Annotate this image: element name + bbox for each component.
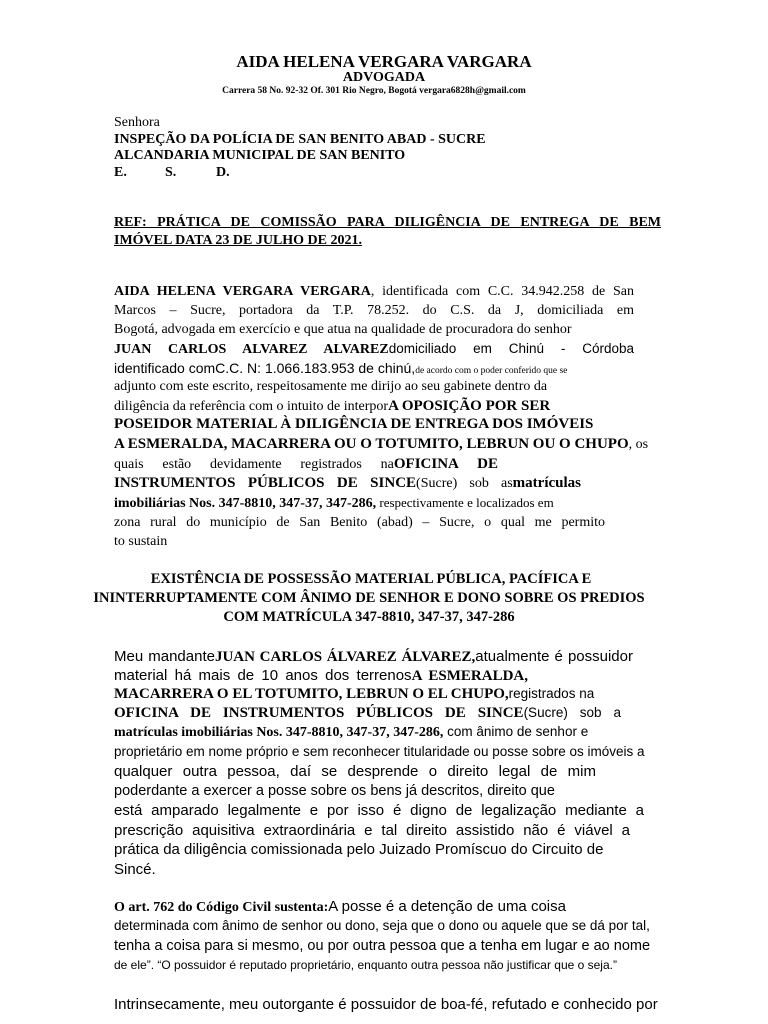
p2-properties: MACARRERA O EL TOTUMITO, LEBRUN O EL CHUPO, (114, 686, 509, 702)
p2-line-1 (114, 648, 633, 666)
p1-name: AIDA HELENA VERGARA VERGARA (114, 284, 371, 299)
p2-line-7: qualquer outra pessoa, daí se desprende o direito legal de mim (114, 763, 596, 780)
p2-line-4 (114, 705, 621, 722)
p1-office: OFICINA DE (393, 456, 499, 472)
p2-office: OFICINA DE INSTRUMENTOS PÚBLICOS DE SINCE (114, 705, 524, 721)
p1-line-9 (114, 436, 648, 453)
p3-line-1 (114, 898, 566, 916)
p3-line-4: de ele”. “O possuidor é reputado proprietário, enquanto outra pessoa não justificar que o seja.” (114, 958, 617, 972)
recipient-salutation: Senhora (114, 115, 160, 130)
recipient-esd (114, 165, 230, 181)
p4-line-1: Intrinsecamente, meu outorgante é possuidor de boa-fé, refutado e conhecido por (114, 996, 658, 1013)
p1-line-9-text: , os (628, 437, 649, 452)
p2-matriculas: matrículas imobiliárias Nos. 347-8810, 347-37, 347-286, (114, 725, 444, 740)
p1-line-1-text: , identificada com C.C. 34.942.258 de San (370, 284, 634, 299)
recipient-line-2: ALCANDARIA MUNICIPAL DE SAN BENITO (114, 148, 406, 163)
p1-client-name: JUAN CARLOS ALVAREZ ALVAREZ (114, 342, 389, 357)
p2-line-3 (114, 686, 594, 703)
section-title-line-3: COM MATRÍCULA 347-8810, 347-37, 347-286 (223, 609, 515, 625)
p1-line-1 (114, 284, 634, 300)
p2-line-5 (114, 724, 588, 741)
p1-line-12-text: respectivamente e localizados em (376, 495, 554, 510)
p2-line-9: está amparado legalmente e por isso é digno de legalização mediante a (114, 802, 644, 819)
p1-power-text: de acordo com o poder conferido que se (415, 366, 568, 376)
ref-line-2-text: IMÓVEL DATA 23 DE JULHO DE 2021. (114, 233, 363, 248)
ref-line-2 (114, 233, 418, 249)
p2-line-2 (114, 667, 528, 685)
p2-esmeralda: A ESMERALDA, (411, 668, 528, 684)
esd-s: S. (165, 165, 177, 180)
p2-line-4-b: (Sucre) sob a (523, 705, 621, 720)
p1-office-2: INSTRUMENTOS PÚBLICOS DE SINCE (114, 475, 417, 491)
p1-properties: A ESMERALDA, MACARRERA OU O TOTUMITO, LEBRUN OU O CHUPO (114, 436, 629, 452)
p1-id-text: identificado comC.C. N: 1.066.183.953 de chinú, (114, 360, 416, 376)
p3-line-3: tenha a coisa para si mesmo, ou por outra pessoa que a tenha em lugar e ao nome (114, 938, 651, 954)
p1-line-4 (114, 341, 634, 358)
p1-line-11 (114, 475, 581, 492)
p1-line-7-text: diligência da referência com o intuito de interpor (114, 399, 389, 414)
p2-line-1-c: atualmente é possuidor (475, 648, 633, 665)
p2-line-2-a: material há mais de 10 anos dos terrenos (114, 667, 412, 684)
p1-line-11-text: (Sucre) sob as (416, 476, 513, 491)
p3-article: O art. 762 do Código Civil sustenta: (114, 900, 329, 915)
p1-line-2: Marcos – Sucre, portadora da T.P. 78.252. do C.S. da J, domiciliada em (114, 303, 634, 318)
p2-line-5-b: com ânimo de senhor e (443, 724, 589, 739)
p3-line-2: determinada com ânimo de senhor ou dono, seja que o dono ou aquele que se dá por tal, (114, 918, 650, 933)
esd-d: D. (216, 165, 230, 180)
p1-line-7 (114, 398, 550, 415)
p2-line-3-b: registrados na (508, 686, 595, 701)
p1-line-10-text: quais estão devidamente registrados na (114, 457, 394, 472)
section-title-line-1: EXISTÊNCIA DE POSSESSÃO MATERIAL PÚBLICA, PACÍFICA E (150, 571, 592, 587)
p1-line-10 (114, 456, 498, 473)
p1-opposition: A OPOSIÇÃO POR SER (388, 398, 551, 414)
p1-line-12 (114, 495, 554, 512)
letterhead-profession: ADVOGADA (342, 70, 426, 85)
p2-line-12: Sincé. (114, 861, 156, 878)
p1-line-6: adjunto com este escrito, respeitosamente me dirijo ao seu gabinete dentro da (114, 379, 548, 394)
p1-line-4-text: domiciliado em Chinú - Córdoba (388, 341, 634, 356)
p2-line-11: prática da diligência comissionada pelo Juizado Promíscuo do Circuito de (114, 841, 604, 858)
p1-numbers: imobiliárias Nos. 347-8810, 347-37, 347-286, (114, 496, 377, 511)
p2-line-10: prescrição aquisitiva extraordinária e tal direito assistido não é viável a (114, 822, 630, 839)
recipient-line-1: INSPEÇÃO DA POLÍCIA DE SAN BENITO ABAD - SUCRE (114, 132, 486, 147)
letterhead-address: Carrera 58 No. 92-32 Of. 301 Rio Negro, Bogotá vergara6828h@gmail.com (222, 86, 526, 96)
p1-matriculas: matrículas (512, 475, 581, 491)
p1-line-8: POSEIDOR MATERIAL À DILIGÊNCIA DE ENTREGA DOS IMÓVEIS (114, 416, 594, 432)
ref-line-1: REF: PRÁTICA DE COMISSÃO PARA DILIGÊNCIA DE ENTREGA DE BEM (114, 215, 661, 230)
p1-line-14: to sustain (114, 534, 168, 549)
letterhead-name: AIDA HELENA VERGARA VARGARA (236, 52, 532, 71)
p1-line-13: zona rural do município de San Benito (abad) – Sucre, o qual me permito (114, 515, 605, 530)
esd-e: E. (114, 165, 127, 180)
p2-line-1-a: Meu mandante (114, 648, 215, 665)
p1-line-5 (114, 360, 567, 376)
p1-line-3: Bogotá, advogada em exercício e que atua na qualidade de procuradora do senhor (114, 322, 572, 337)
p2-client-name: JUAN CARLOS ÁLVAREZ ÁLVAREZ, (214, 649, 476, 665)
p2-line-8: poderdante a exercer a posse sobre os bens já descritos, direito que (114, 783, 555, 799)
p2-line-6: proprietário em nome próprio e sem reconhecer titularidade ou posse sobre os imóveis a (114, 744, 645, 759)
section-title-line-2: ININTERRUPTAMENTE COM ÂNIMO DE SENHOR E DONO SOBRE OS PREDIOS (93, 590, 645, 606)
p3-line-1-b: A posse é a detenção de uma coisa (328, 898, 566, 915)
